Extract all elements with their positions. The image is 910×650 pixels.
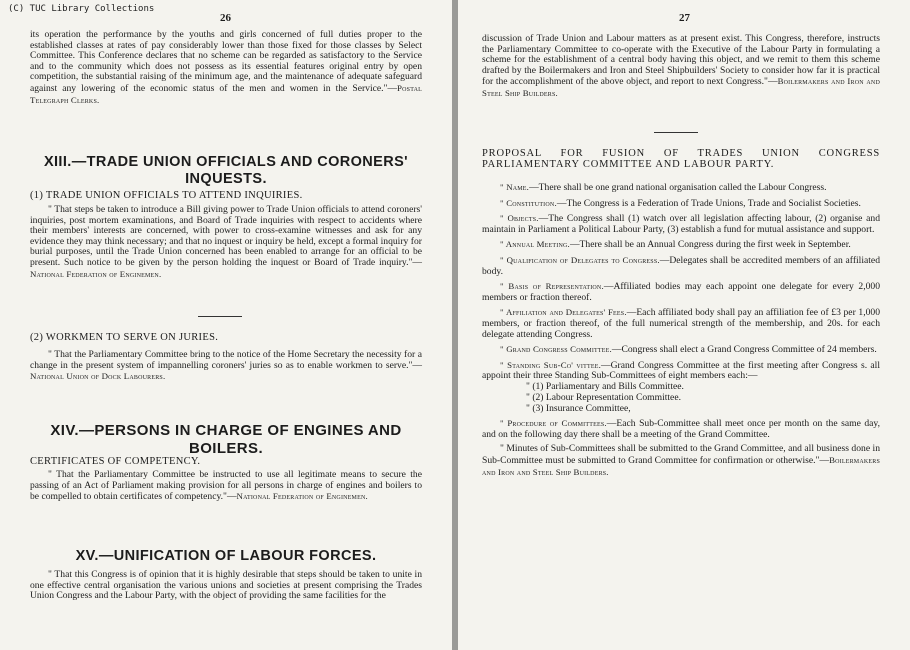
section-title: XIV.—PERSONS IN CHARGE OF ENGINES AND BOILERS. [50, 422, 402, 457]
section-xv-heading [30, 548, 422, 565]
section-xv-para: " That this Congress is of opinion that it is highly desirable that steps should be taken to unite in one effective central organisation the various unions and societies at present comprising the Trades Union Congress and the Labour Party, with the object of providing the same facilities for the [30, 569, 422, 602]
source-attribution: Boilermakers and Iron and Steel Ship Builders. [482, 76, 880, 98]
proposal-item: " Affiliation and Delegates' Fees.—Each affiliated body shall pay an affiliation fee of £3 per 1,000 members, or fraction thereof, of the full numerical strength of the membership, and 20s. for each delegate attending Congress. [482, 307, 880, 340]
proposal-item: " Objects.—The Congress shall (1) watch over all legislation affecting labour, (2) organise and maintain in Parliament a Political Labour Party, (3) establish a fund for mutual assistance and support. [482, 213, 880, 235]
divider [654, 132, 698, 133]
proposal-title: PROPOSAL FOR FUSION OF TRADES UNION CONGRESS PARLIAMENTARY COMMITTEE AND LABOUR PARTY. [482, 148, 880, 170]
proposal-item: " Grand Congress Committee.—Congress shall elect a Grand Congress Committee of 24 members. [500, 344, 877, 356]
left-page [0, 0, 452, 650]
proposal-item: " Basis of Representation.—Affiliated bodies may each appoint one delegate for every 2,000 members or fraction thereof. [482, 281, 880, 303]
source-attribution: National Union of Dock Labourers. [30, 371, 166, 382]
section-xiii-para2: " That the Parliamentary Committee bring to the notice of the Home Secretary the necessity for a change in the present system of impannelling coroners' juries so as to enable workmen to serve."—National Union of Dock Labourers. [30, 349, 422, 382]
proposal-item: " Minutes of Sub-Committees shall be submitted to the Grand Committee, and all business done in Sub-Committee must be submitted to Grand Committee for confirmation or otherwise."—Boilermakers and Iron and Steel Ship Builders. [482, 443, 880, 477]
section-title: XV.—UNIFICATION OF LABOUR FORCES. [75, 548, 377, 564]
source-attribution: National Federation of Enginemen. [30, 268, 162, 279]
list-item: " (3) Insurance Committee, [526, 402, 631, 414]
section-xiii-sub1 [30, 190, 422, 201]
opening-paragraph: its operation the performance by the youths and girls concerned of full duties proper to the established classes at rates of pay considerably lower than those fixed for those classes by Select Committee. This Conference declares that no scheme can be regarded as satisfactory to the Service and to the community which does not possess as its essential features original entry by open competition, the substantial raising of the minimum age, and the maintenance of adequate safeguard against any lowering of the economic status of the men and women in the Service."—Postal Telegraph Clerks. [30, 29, 422, 105]
source-attribution: Boilermakers and Iron and Steel Ship Builders. [482, 455, 880, 477]
list-item: " (2) Labour Representation Committee. [526, 391, 681, 403]
section-xiv-heading [30, 422, 422, 458]
subsection-title: (2) WORKMEN TO SERVE ON JURIES. [30, 332, 219, 343]
list-item: " (1) Parliamentary and Bills Committee. [526, 380, 684, 392]
divider [198, 316, 242, 317]
source-attribution: National Federation of Enginemen. [236, 491, 368, 502]
source-attribution: Postal Telegraph Clerks. [30, 82, 422, 105]
page-number: 26 [220, 12, 231, 24]
opening-paragraph: discussion of Trade Union and Labour matters as at present exist. This Congress, therefore, instructs the Parliamentary Committee to co-operate with the Executive of the Labour Party in formulating a scheme for the establishment of a central body having this object, and we remit to them this scheme drafted by the Boilermakers and Iron and Steel Shipbuilders' Society to consider how far it is practical for the accomplishment of the above object, and report to next Congress."—Boilermakers and Iron and Steel Ship Builders. [482, 33, 880, 98]
section-xiii-heading [30, 154, 422, 188]
section-xiii-sub2 [30, 332, 422, 343]
section-xiii-para1: " That steps be taken to introduce a Bill giving power to Trade Union officials to attend coroners' inquiries, post mortem examinations, and Board of Trade inquiries with respect to accidents where their members' interests are concerned, with power to cross-examine witnesses and ask for any evidence they may think necessary; and that no inquest or inquiry be held, except a formal inquiry for burial purposes, until the Trade Union concerned has been enabled to arrange for an official to be present. Such notice to be given by the person holding the inquest or Board of Trade inquiry."—National Federation of Enginemen. [30, 204, 422, 279]
subsection-title: CERTIFICATES OF COMPETENCY. [30, 456, 201, 467]
subsection-title: (1) TRADE UNION OFFICIALS TO ATTEND INQUIRIES. [30, 190, 303, 201]
proposal-item: " Qualification of Delegates to Congress.—Delegates shall be accredited members of an affiliated body. [482, 254, 880, 277]
section-xiv-sub [30, 456, 422, 467]
proposal-item: " Procedure of Committees.—Each Sub-Committee shall meet once per month on the same day, and on the following day there shall be a meeting of the Grand Committee. [482, 418, 880, 440]
library-watermark: (C) TUC Library Collections [8, 4, 155, 14]
right-page [458, 0, 910, 650]
section-xiv-para: " That the Parliamentary Committee be instructed to use all legitimate means to secure the passing of an Act of Parliament making provision for all persons in charge of engines and boilers to be compelled to obtain certificates of competency."—National Federation of Enginemen. [30, 469, 422, 503]
committee-list [482, 382, 880, 414]
proposal-item: " Constitution.—The Congress is a Federation of Trade Unions, Trade and Socialist Societies. [500, 197, 861, 209]
proposal-item: " Standing Sub-Co' vittee.—Grand Congress Committee at the first meeting after Congress s. all appoint their three Standing Sub-Committees of eight members each:— [482, 359, 880, 382]
proposal-items [482, 178, 880, 478]
section-title: XIII.—TRADE UNION OFFICIALS AND CORONERS' INQUESTS. [43, 154, 409, 187]
proposal-heading [482, 148, 880, 170]
page-number: 27 [679, 12, 690, 24]
proposal-item: " Name.—There shall be one grand national organisation called the Labour Congress. [500, 182, 827, 193]
proposal-item: " Annual Meeting.—There shall be an Annual Congress during the first week in September. [500, 239, 851, 251]
